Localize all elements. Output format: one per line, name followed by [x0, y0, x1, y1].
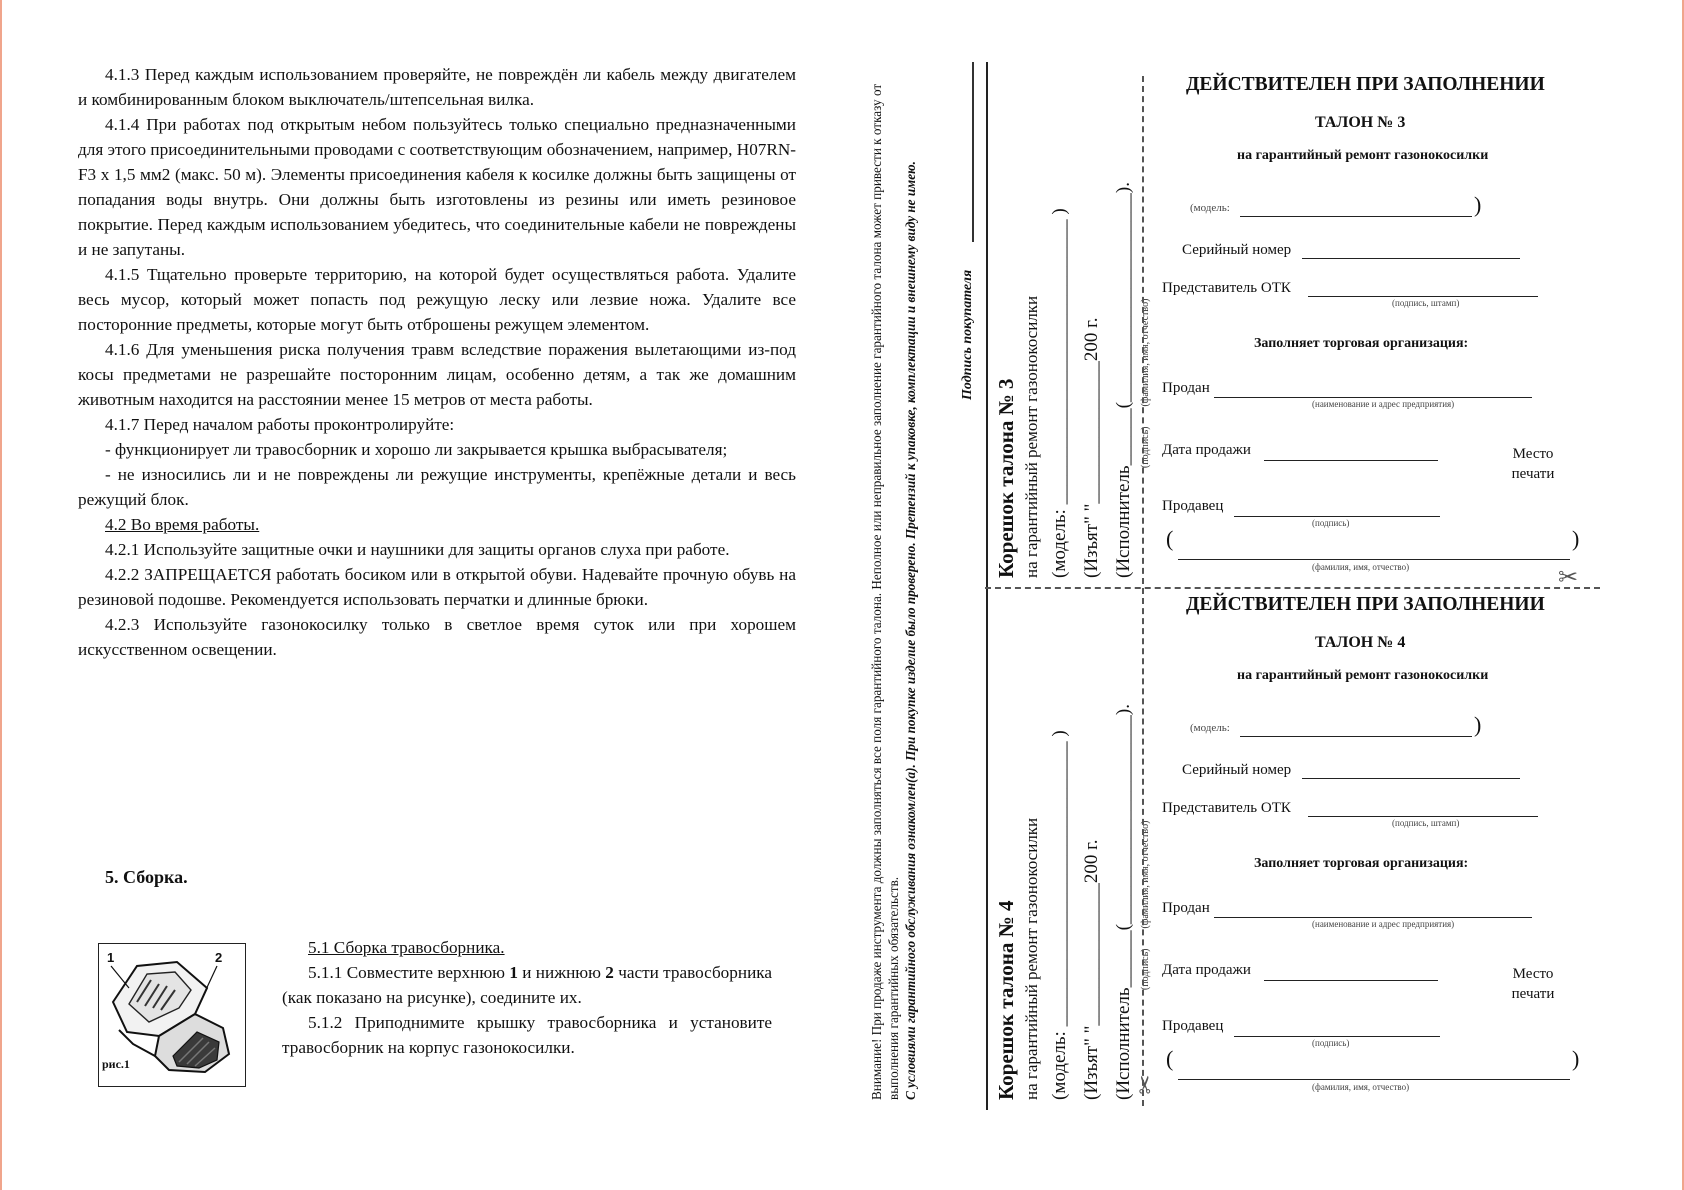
- model-paren: ): [1474, 712, 1482, 737]
- seller-line: [1234, 516, 1440, 517]
- stub-talon-4: [992, 580, 1151, 1100]
- talon-valid-heading: ДЕЙСТВИТЕЛЕН ПРИ ЗАПОЛНЕНИИ: [1186, 594, 1545, 615]
- model-label: (модель:: [1190, 202, 1230, 214]
- section-5-1: [282, 935, 772, 1060]
- stamp-place: Место печати: [1511, 966, 1555, 1002]
- serial-label: Серийный номер: [1182, 762, 1292, 778]
- sold-line: [1214, 917, 1532, 918]
- trade-org-heading: Заполняет торговая организация:: [1254, 856, 1469, 871]
- sold-hint: (наименование и адрес предприятия): [1312, 399, 1455, 409]
- sale-date-line: [1264, 460, 1438, 461]
- talon-number: ТАЛОН № 4: [1315, 634, 1406, 651]
- scissors-icon: ✂: [1558, 565, 1579, 591]
- trade-org-heading: Заполняет торговая организация:: [1254, 336, 1469, 351]
- talon-valid-heading: ДЕЙСТВИТЕЛЕН ПРИ ЗАПОЛНЕНИИ: [1186, 74, 1545, 95]
- para-4-1-7: 4.1.7 Перед началом работы проконтролируйте:: [105, 415, 455, 434]
- para-4-2-2: 4.2.2 ЗАПРЕЩАЕТСЯ работать босиком или в открытой обуви. Надевайте прочную обувь на резиновой подошве. Рекомендуется использовать перчатки и длинные брюки.: [78, 565, 796, 609]
- stub-title: Корешок талона № 4: [994, 900, 1018, 1100]
- cut-line-horizontal: [985, 587, 1600, 589]
- stub-model-field: (модель: ______________________________ ): [1049, 730, 1070, 1100]
- talon-purpose: на гарантийный ремонт газонокосилки: [1237, 148, 1489, 163]
- stub-model-field: (модель: ______________________________ ): [1049, 208, 1070, 578]
- notice-warning: Внимание! При продаже инструмента должны заполняться все поля гарантийного талона. Неполное или неправильное заполнение гарантийного талона может привести к отказу от выполнения гарантийных обязательств.: [869, 83, 901, 1100]
- name-line: [1178, 559, 1570, 560]
- para-4-1-7-b: - не износились ли и не повреждены ли режущие инструменты, крепёжные детали и весь режущий блок.: [78, 465, 796, 509]
- stub-subtitle: на гарантийный ремонт газонокосилки: [1022, 295, 1041, 578]
- otk-hint: (подпись, штамп): [1392, 298, 1460, 308]
- sale-date-label: Дата продажи: [1162, 442, 1251, 458]
- para-4-1-5: 4.1.5 Тщательно проверьте территорию, на которой будет осуществляться работа. Удалите весь мусор, который может попасть под режущую леску или лезвие ножа. Удалите все посторонние предметы, которые могут быть отброшены режущем элементом.: [78, 265, 796, 334]
- scissors-icon: ✂: [1133, 1074, 1160, 1095]
- seller-hint: (подпись): [1312, 1038, 1350, 1048]
- seller-line: [1234, 1036, 1440, 1037]
- name-paren-open: (: [1166, 1046, 1174, 1071]
- buyer-signature-line: [972, 62, 974, 242]
- figure-label-1: 1: [107, 950, 115, 965]
- page-edge-left: [0, 0, 2, 1190]
- para-4-1-3: 4.1.3 Перед каждым использованием проверяйте, не повреждён ли кабель между двигателем и комбинированным блоком выключатель/штепсельная вилка.: [78, 65, 796, 109]
- para-5-1-1: 5.1.1 Совместите верхнюю 1 и нижнюю 2 части травосборника (как показано на рисунке), соедините их.: [282, 963, 772, 1007]
- name-hint: (фамилия, имя, отчество): [1312, 1082, 1410, 1092]
- sold-label: Продан: [1162, 900, 1210, 916]
- model-line: [1240, 216, 1472, 217]
- notice-agreement: С условиями гарантийного обслуживания ознакомлен(а). При покупке изделие было проверено. Претензий к упаковке, комплектации и внешнему виду не имею.: [903, 161, 918, 1100]
- stub-title: Корешок талона № 3: [994, 378, 1018, 578]
- sold-label: Продан: [1162, 380, 1210, 396]
- para-4-1-6: 4.1.6 Для уменьшения риска получения травм вследствие поражения вылетающими из-под косы предметами не разрешайте посторонним лицам, особенно детям, а так же домашним животным находится на расстоянии менее 15 метров от места работы.: [78, 340, 796, 409]
- model-line: [1240, 736, 1472, 737]
- otk-line: [1308, 296, 1538, 297]
- stub-hints: (подпись) (фамилия, имя, отчество): [1140, 298, 1151, 468]
- otk-label: Представитель ОТК: [1162, 280, 1291, 296]
- serial-line: [1302, 778, 1520, 779]
- instructions-column: [78, 62, 796, 887]
- para-5-1-2: 5.1.2 Приподнимите крышку травосборника и установите травосборник на корпус газонокосилки.: [282, 1013, 772, 1057]
- warranty-notice: [868, 60, 919, 1100]
- figure-grass-catcher: [98, 943, 246, 1087]
- heading-4-2: 4.2 Во время работы.: [105, 515, 260, 534]
- sold-line: [1214, 397, 1532, 398]
- sale-date-line: [1264, 980, 1438, 981]
- stub-separator-line: [986, 62, 988, 1110]
- seller-hint: (подпись): [1312, 518, 1350, 528]
- sold-hint: (наименование и адрес предприятия): [1312, 919, 1455, 929]
- stub-hints: (подпись) (фамилия, имя, отчество): [1140, 820, 1151, 990]
- figure-label-2: 2: [215, 950, 223, 965]
- para-4-2-1: 4.2.1 Используйте защитные очки и наушники для защиты органов слуха при работе.: [105, 540, 730, 559]
- para-4-1-4: 4.1.4 При работах под открытым небом пользуйтесь только специально предназначенными для этого присоединительными проводами с соответствующим обозначением, например, H07RN-F3 х 1,5 мм2 (макс. 50 м). Элементы присоединения кабеля к косилке должны быть защищены от попадания воды внутрь. Они должны быть изготовлены из резины или иметь резиновое покрытие. Перед каждым использованием убедитесь, что соединительные кабели не повреждены и не запутаны.: [78, 115, 796, 259]
- buyer-signature-label: Подпись покупателя: [960, 269, 975, 400]
- section-5-title: 5. Сборка.: [105, 867, 188, 887]
- stub-talon-3: [992, 58, 1151, 578]
- model-label: (модель:: [1190, 722, 1230, 734]
- stub-executor-field: (Исполнитель______(______________________).: [1113, 703, 1134, 1100]
- stamp-place: Место печати: [1511, 446, 1555, 482]
- heading-5-1: 5.1 Сборка травосборника.: [308, 938, 505, 957]
- name-paren-open: (: [1166, 526, 1174, 551]
- serial-line: [1302, 258, 1520, 259]
- serial-label: Серийный номер: [1182, 242, 1292, 258]
- talon-number: ТАЛОН № 3: [1315, 114, 1406, 131]
- name-hint: (фамилия, имя, отчество): [1312, 562, 1410, 572]
- model-paren: ): [1474, 192, 1482, 217]
- name-paren-close: ): [1572, 1046, 1580, 1071]
- figure-caption: рис.1: [102, 1057, 130, 1071]
- otk-line: [1308, 816, 1538, 817]
- sale-date-label: Дата продажи: [1162, 962, 1251, 978]
- otk-hint: (подпись, штамп): [1392, 818, 1460, 828]
- name-paren-close: ): [1572, 526, 1580, 551]
- seller-label: Продавец: [1162, 1018, 1224, 1034]
- cut-line-vertical: [1142, 76, 1144, 1106]
- name-line: [1178, 1079, 1570, 1080]
- otk-label: Представитель ОТК: [1162, 800, 1291, 816]
- talon-purpose: на гарантийный ремонт газонокосилки: [1237, 668, 1489, 683]
- stub-executor-field: (Исполнитель______(______________________).: [1113, 181, 1134, 578]
- para-4-1-7-a: - функционирует ли травосборник и хорошо ли закрывается крышка выбрасывателя;: [105, 440, 728, 459]
- stub-removed-field: (Изъят" "_______________200 г.: [1081, 317, 1102, 578]
- stub-removed-field: (Изъят" "_______________200 г.: [1081, 839, 1102, 1100]
- seller-label: Продавец: [1162, 498, 1224, 514]
- stub-subtitle: на гарантийный ремонт газонокосилки: [1022, 817, 1041, 1100]
- para-4-2-3: 4.2.3 Используйте газонокосилку только в светлое время суток или при хорошем искусственном освещении.: [78, 615, 796, 659]
- talon-card-3: [1160, 74, 1600, 574]
- talon-card-4: [1160, 594, 1600, 1094]
